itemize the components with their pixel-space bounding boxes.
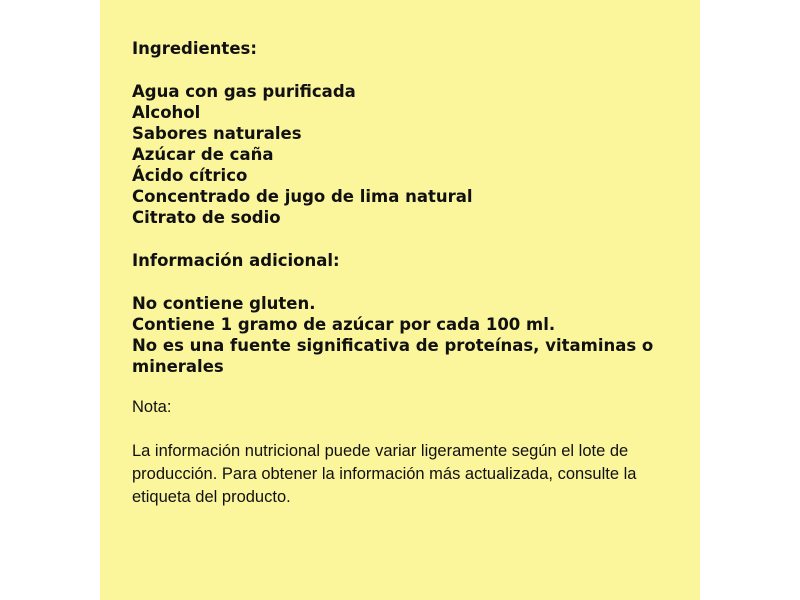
document-panel — [100, 0, 700, 600]
additional-info-item: No contiene gluten. — [132, 294, 316, 313]
ingredient-item: Alcohol — [132, 103, 201, 122]
spacer — [132, 419, 700, 440]
ingredient-item: Azúcar de caña — [132, 145, 274, 164]
spacer — [132, 59, 700, 81]
additional-info-heading: Información adicional: — [132, 251, 340, 270]
spacer — [132, 377, 700, 396]
additional-info-item: No es una fuente significativa de proteínas, vitaminas o minerales — [132, 336, 654, 376]
spacer — [132, 228, 700, 250]
ingredient-item: Concentrado de jugo de lima natural — [132, 187, 473, 206]
note-heading: Nota: — [132, 398, 172, 416]
ingredient-item: Ácido cítrico — [132, 166, 248, 185]
ingredients-list — [132, 81, 700, 228]
ingredient-item: Agua con gas purificada — [132, 82, 356, 101]
note-text: La información nutricional puede variar ligeramente según el lote de producción. Para obtener la información más actualizada, consulte la etiqueta del producto. — [132, 442, 637, 506]
ingredient-item: Citrato de sodio — [132, 208, 281, 227]
ingredient-item: Sabores naturales — [132, 124, 302, 143]
additional-info-list — [132, 293, 700, 377]
ingredients-heading: Ingredientes: — [132, 39, 257, 58]
spacer — [132, 271, 700, 293]
additional-info-item: Contiene 1 gramo de azúcar por cada 100 ml. — [132, 315, 556, 334]
